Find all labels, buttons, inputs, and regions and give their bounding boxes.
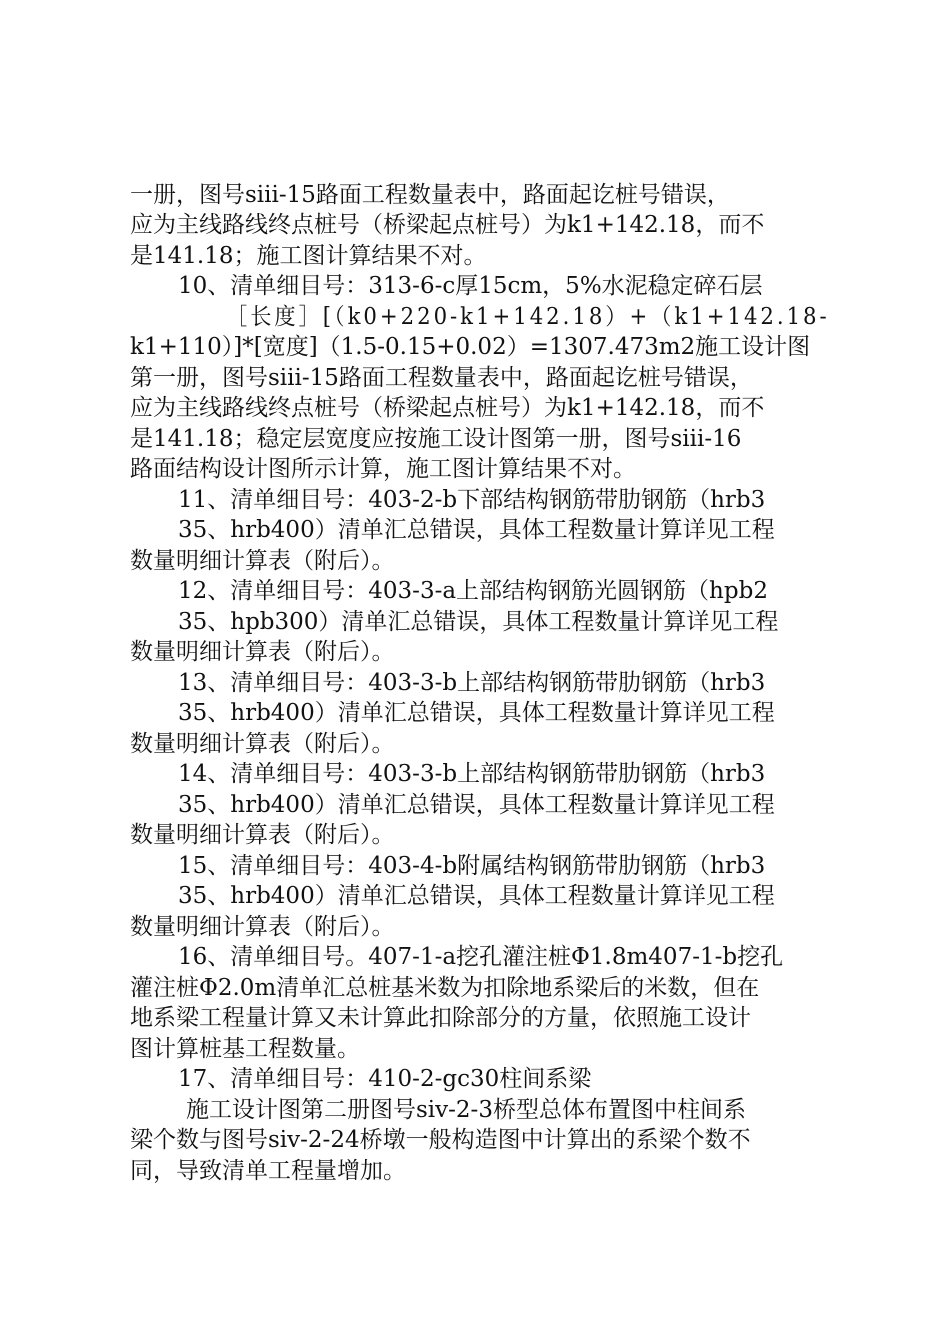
text-line: 同，导致清单工程量增加。 [130,1158,406,1184]
text-line: 是141.18；稳定层宽度应按施工设计图第一册，图号siii-16 [130,426,742,452]
text-line: 14、清单细目号：403-3-b上部结构钢筋带肋钢筋（hrb3 [178,761,766,787]
text-line: 13、清单细目号：403-3-b上部结构钢筋带肋钢筋（hrb3 [178,670,766,696]
text-line: 数量明细计算表（附后）。 [130,548,395,574]
text-line: 第一册，图号siii-15路面工程数量表中，路面起讫桩号错误， [130,365,753,391]
text-line: 应为主线路线终点桩号（桥梁起点桩号）为k1+142.18，而不 [130,395,765,421]
text-line: ［长度］[（k0+220-k1+142.18）+（k1+142.18- [226,304,830,330]
text-line: 一册，图号siii-15路面工程数量表中，路面起讫桩号错误， [130,182,730,208]
text-line: 施工设计图第二册图号siv-2-3桥型总体布置图中柱间系 [186,1097,746,1123]
text-line: 35、hrb400）清单汇总错误，具体工程数量计算详见工程 [178,517,775,543]
text-line: 11、清单细目号：403-2-b下部结构钢筋带肋钢筋（hrb3 [178,487,766,513]
text-line: 10、清单细目号：313-6-c厚15cm，5%水泥稳定碎石层 [178,273,763,299]
text-line: 数量明细计算表（附后）。 [130,639,395,665]
text-line: 数量明细计算表（附后）。 [130,914,395,940]
text-line: 地系梁工程量计算又未计算此扣除部分的方量，依照施工设计 [130,1005,751,1031]
text-line: 35、hrb400）清单汇总错误，具体工程数量计算详见工程 [178,883,775,909]
text-line: 35、hpb300）清单汇总错误，具体工程数量计算详见工程 [178,609,779,635]
text-line: 是141.18；施工图计算结果不对。 [130,243,487,269]
text-line: k1+110）]*[宽度]（1.5-0.15+0.02）=1307.473m2施工设计图 [130,334,811,360]
text-line: 数量明细计算表（附后）。 [130,822,395,848]
text-line: 应为主线路线终点桩号（桥梁起点桩号）为k1+142.18，而不 [130,212,765,238]
text-line: 梁个数与图号siv-2-24桥墩一般构造图中计算出的系梁个数不 [130,1127,751,1153]
text-line: 16、清单细目号。407-1-a挖孔灌注桩Φ1.8m407-1-b挖孔 [178,944,784,970]
text-line: 数量明细计算表（附后）。 [130,731,395,757]
text-line: 35、hrb400）清单汇总错误，具体工程数量计算详见工程 [178,700,775,726]
text-line: 15、清单细目号：403-4-b附属结构钢筋带肋钢筋（hrb3 [178,853,766,879]
text-line: 灌注桩Φ2.0m清单汇总桩基米数为扣除地系梁后的米数，但在 [130,975,760,1001]
text-line: 12、清单细目号：403-3-a上部结构钢筋光圆钢筋（hpb2 [178,578,768,604]
text-line: 路面结构设计图所示计算，施工图计算结果不对。 [130,456,636,482]
text-line: 35、hrb400）清单汇总错误，具体工程数量计算详见工程 [178,792,775,818]
text-line: 17、清单细目号：410-2-gc30柱间系梁 [178,1066,592,1092]
text-line: 图计算桩基工程数量。 [130,1036,360,1062]
